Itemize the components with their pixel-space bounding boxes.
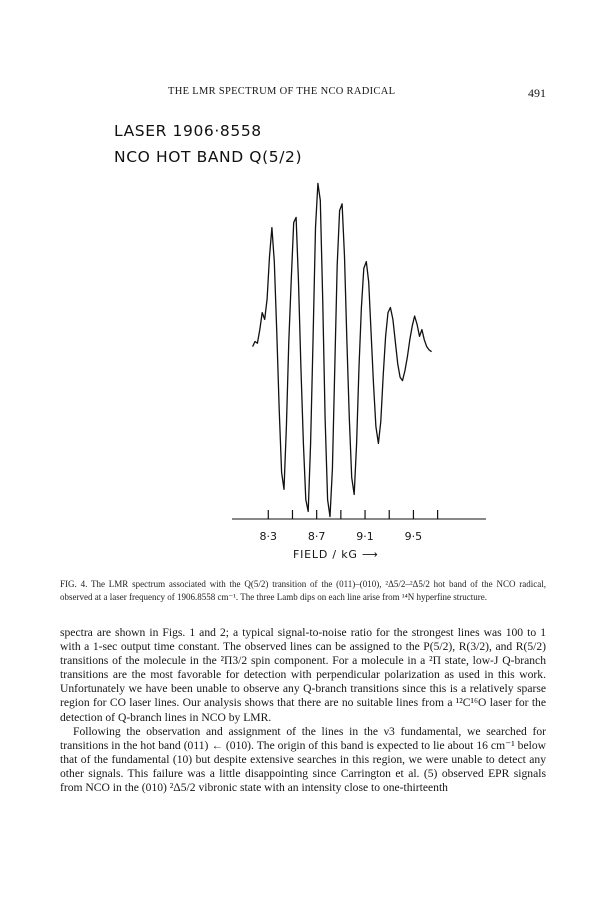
- figure-label-laser: LASER 1906·8558: [114, 122, 262, 140]
- x-axis-title: FIELD / kG ⟶: [293, 548, 379, 561]
- spectrum-trace: [253, 183, 432, 516]
- running-title: THE LMR SPECTRUM OF THE NCO RADICAL: [168, 86, 396, 97]
- body-text: [60, 626, 546, 795]
- x-tick-label: 9·1: [356, 530, 374, 543]
- running-head: [0, 86, 604, 102]
- figure-label-band: NCO HOT BAND Q(5/2): [114, 148, 303, 166]
- page-number: 491: [528, 86, 546, 100]
- figure: [0, 105, 604, 575]
- x-tick-label: 9·5: [404, 530, 423, 543]
- x-tick-label: 8·7: [307, 530, 326, 543]
- x-tick-label: 8·3: [259, 530, 278, 543]
- body-paragraph-1: spectra are shown in Figs. 1 and 2; a typical signal-to-noise ratio for the strongest lines was 100 to 1 with a 1-sec output time constant. The observed lines can be assigned to the P(5/2), R(3/2), and R(5/2) transitions of the molecule in the ²Π3/2 spin component. For a molecule in a ²Π state, low-J Q-branch transitions are the most favorable for detection with perpendicular polarization as used in this work. Unfortunately we have been unable to observe any Q-branch transitions since this is a relatively sparse region for CO laser lines. Our analysis shows that there are no suitable lines from a ¹²C¹⁶O laser for the detection of Q-branch lines in NCO by LMR.: [60, 626, 546, 724]
- spectrum-plot: [0, 105, 604, 575]
- figure-caption: [60, 578, 546, 603]
- body-paragraph-2: Following the observation and assignment of the lines in the ν3 fundamental, we searched for transitions in the hot band (011) ← (010). The origin of this band is expected to lie about 16 cm⁻¹ below that of the fundamental (10) but despite extensive searches in this region, we were unable to detect any other signals. This failure was a little disappointing since Carrington et al. (5) observed EPR signals from NCO in the (010) ²Δ5/2 vibronic state with an intensity close to one-thirteenth: [60, 724, 546, 795]
- figure-caption-text: FIG. 4. The LMR spectrum associated with the Q(5/2) transition of the (011)–(010), ²Δ5/2–²Δ5/2 hot band of the NCO radical, observed at a laser frequency of 1906.8558 cm⁻¹. The three Lamb dips on each line arise from ¹⁴N hyperfine structure.: [60, 579, 546, 602]
